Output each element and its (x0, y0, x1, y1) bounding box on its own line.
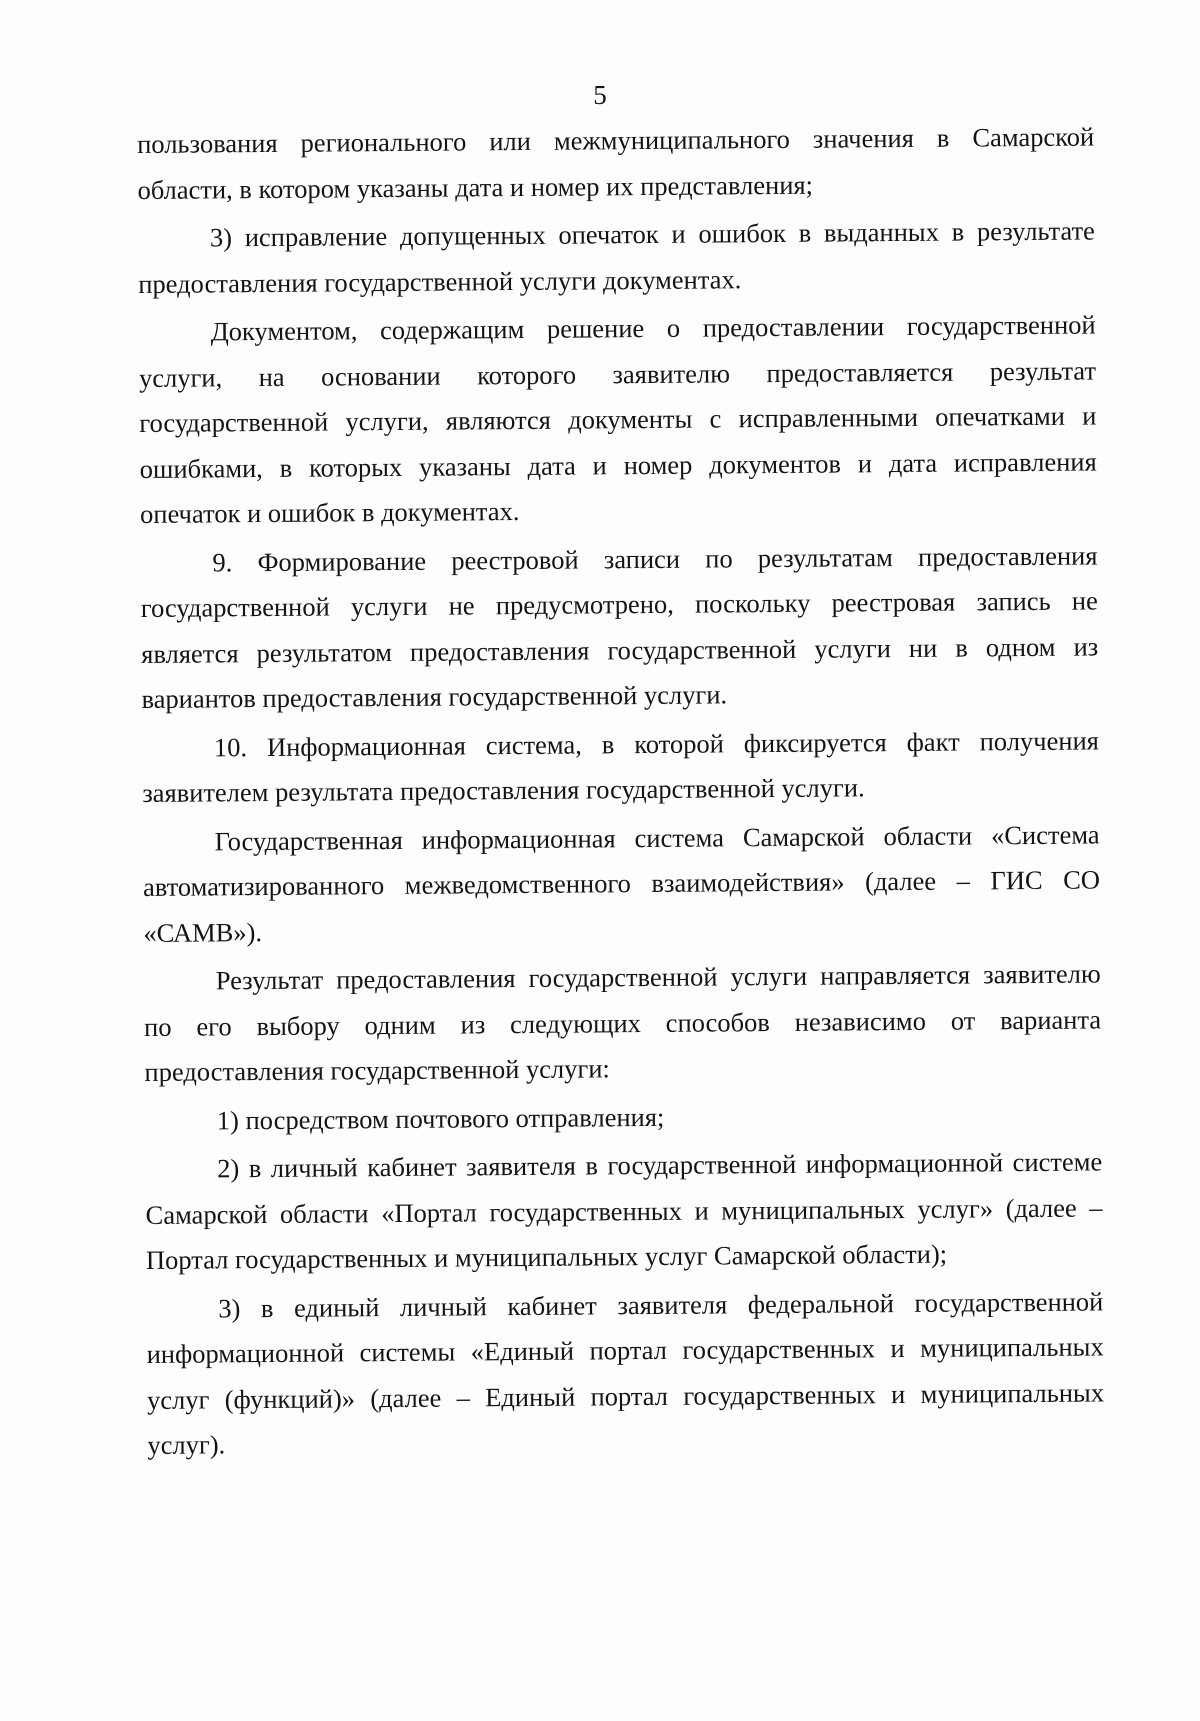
paragraph-continuation: пользования регионального или межмуниципального значения в Самарской области, в котором указаны дата и номер их представления; (137, 121, 1095, 205)
page-number: 5 (593, 80, 607, 110)
paragraph-decision-document: Документом, содержащим решение о предоставлении государственной услуги, на основании которого заявителю предоставляется результат государственной услуги, являются документы с исправленными опечатками и ошибками, в которых указаны дата и номер документов и дата исправления опечаток и ошибок в документах. (138, 309, 1097, 529)
paragraph-result-delivery: Результат предоставления государственной услуги направляется заявителю по его выбору одним из следующих способов независимо от варианта предоставления государственной услуги: (143, 958, 1102, 1087)
list-item-federal-portal: 3) в единый личный кабинет заявителя федеральной государственной информационной системы «Единый портал государственных и муниципальных услуг (функций)» (далее – Единый портал государственных и муниципальных услуг). (146, 1285, 1105, 1460)
paragraph-item-3: 3) исправление допущенных опечаток и ошибок в выданных в результате предоставления государственной услуги документах. (138, 215, 1095, 299)
list-item-postal: 1) посредством почтового отправления; (216, 1101, 665, 1135)
paragraph-section-9: 9. Формирование реестровой записи по результатам предоставления государственной услуги не предусмотрено, поскольку реестровая запись не является результатом предоставления государственной услуги ни в одном из вариантов предоставления государственной услуги. (140, 539, 1099, 714)
paragraph-gis-samv: Государственная информационная система Самарской области «Система автоматизированного межведомственного взаимодействия» (далее – ГИС СО «САМВ»). (142, 818, 1101, 948)
document-body (137, 114, 1105, 1468)
paragraph-section-10: 10. Информационная система, в которой фиксируется факт получения заявителем результата предоставления государственной услуги. (142, 724, 1100, 808)
list-item-regional-portal: 2) в личный кабинет заявителя в государственной информационной системе Самарской области «Портал государственных и муниципальных услуг» (далее – Портал государственных и муниципальных услуг Самарской области); (145, 1146, 1103, 1275)
